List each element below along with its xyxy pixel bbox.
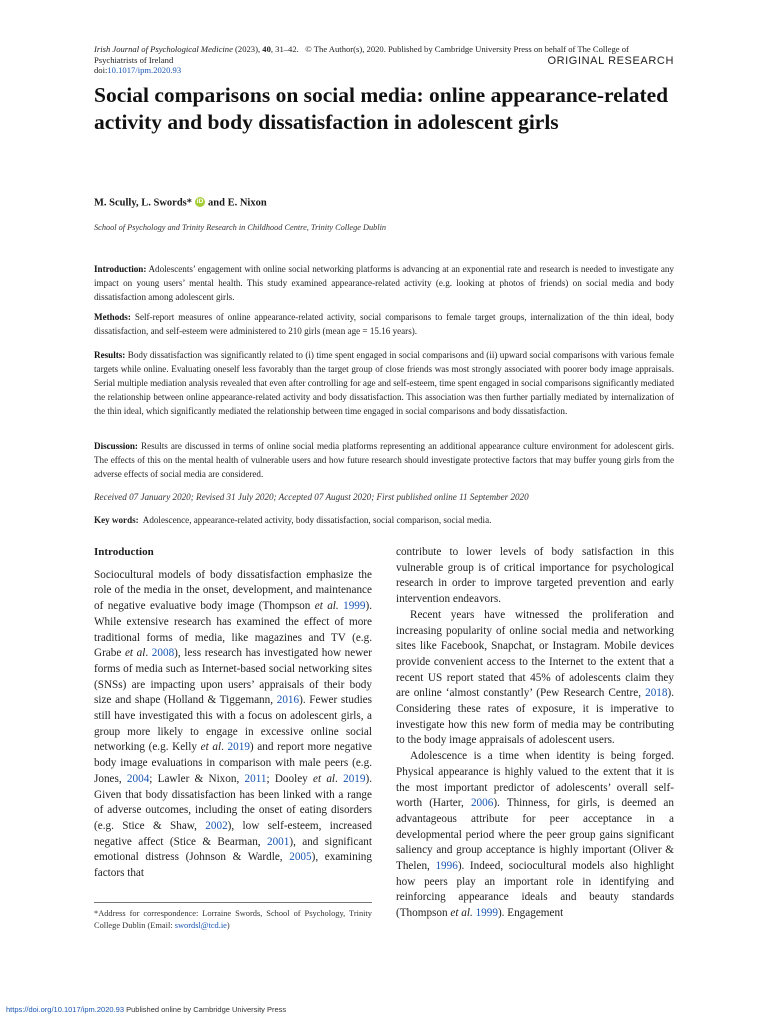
body-right-column bbox=[396, 545, 674, 922]
ref-link[interactable]: 2001 bbox=[266, 835, 290, 848]
ref-link[interactable]: 2019 bbox=[227, 741, 250, 754]
doi-line: doi:10.1017/ipm.2020.93 bbox=[94, 65, 182, 76]
article-title: Social comparisons on social media: online appearance-related activity and body dissatisfaction in adolescent girls bbox=[94, 83, 669, 134]
paragraph: Adolescence is a time when identity is being forged. Physical appearance is highly valued to the extent that it is the most important predictor of adolescents’ overall self-worth (Harter, 2006). Thinness, for girls, is deemed an advantageous attribute for peer acceptance in a developmental period where the peer group gains significant saliency and group acceptance is highly important (Oliver & Thelen, 1996). Indeed, sociocultural models also highlight how peers play an important role in identifying and reinforcing appearance ideals and beauty standards (Thompson et al. 1999). Engagement bbox=[396, 750, 675, 920]
ref-link[interactable]: 2002 bbox=[205, 819, 228, 832]
copyright-line-2: Psychiatrists of Ireland bbox=[94, 54, 174, 65]
affiliation: School of Psychology and Trinity Research in Childhood Centre, Trinity College Dublin bbox=[94, 223, 387, 232]
abstract-methods: Methods: Self-report measures of online appearance-related activity, social comparisons to female target groups, internalization of the thin ideal, body dissatisfaction, and self-esteem were administered to 210 girls (mean age = 15.16 years). bbox=[94, 312, 674, 336]
abstract-results: Results: Body dissatisfaction was significantly related to (i) time spent engaged in social comparisons and (ii) upward social comparisons with various female targets while online. Evaluating oneself less favorably than the target group of close friends was most strongly associated with poorer body image appraisals. Serial multiple mediation analysis revealed that even after controlling for age and self-esteem, time spent engaged in social comparisons significantly mediated the relationship between online appearance-related activity and body dissatisfaction. This association was then further partially mediated by internalization of the thin ideal, which significantly mediated the relationship between time engaged in social comparisons and body dissatisfaction. bbox=[94, 350, 674, 416]
ref-link[interactable]: 1999 bbox=[475, 907, 498, 920]
paragraph: Sociocultural models of body dissatisfaction emphasize the role of the media in the onset, development, and maintenance of negative evaluative body image (Thompson et al. 1999). While extensive research has examined the effect of more traditional forms of media, like magazines and TV (e.g. Grabe et al. 2008), less research has investigated how newer forms of media such as Internet-based social networking sites (SNSs) are impacting upon users’ appraisals of their body size and shape (Holland & Tiggemann, 2016). Fewer studies still have investigated this with a focus on adolescent girls, a group more likely to engage in excessive online social networking (e.g. Kelly et al. 2019) and report more negative body image evaluations in comparison with male peers (e.g. Jones, 2004; Lawler & Nixon, 2011; Dooley et al. 2019). Given that body dissatisfaction has been linked with a range of adverse outcomes, including the onset of eating disorders (e.g. Stice & Shaw, 2002), low self-esteem, increased negative affect (Stice & Bearman, 2001), and significant emotional distress (Johnson & Wardle, 2005), examining factors that bbox=[94, 568, 373, 880]
paragraph: contribute to lower levels of body satisfaction in this vulnerable group is of critical importance for psychological research in order to improve targeted prevention and early intervention endeavors. bbox=[396, 546, 674, 606]
section-heading: Introduction bbox=[94, 546, 154, 558]
keywords: Key words: Adolescence, appearance-related activity, body dissatisfaction, social comparison, social media. bbox=[94, 515, 492, 525]
email-link[interactable]: swordsl@tcd.ie bbox=[174, 921, 227, 930]
received-dates: Received 07 January 2020; Revised 31 July 2020; Accepted 07 August 2020; First published online 11 September 2020 bbox=[94, 492, 529, 502]
ref-link[interactable]: 2004 bbox=[126, 772, 150, 785]
section-label: ORIGINAL RESEARCH bbox=[547, 55, 674, 67]
copyright: © The Author(s), 2020. Published by Cambridge University Press on behalf of The College of bbox=[305, 44, 629, 54]
orcid-icon[interactable]: iD bbox=[196, 198, 204, 205]
ref-link[interactable]: 2005 bbox=[289, 851, 312, 864]
footnote-divider bbox=[94, 902, 372, 903]
correspondence-footnote: *Address for correspondence: Lorraine Swords, School of Psychology, Trinity College Dublin (Email: swordsl@tcd.ie) bbox=[94, 909, 372, 930]
page-footer: https://doi.org/10.1017/ipm.2020.93 Published online by Cambridge University Press bbox=[6, 1005, 287, 1014]
body-left-column bbox=[94, 545, 372, 882]
ref-link[interactable]: 1999 bbox=[343, 600, 366, 613]
journal-name: Irish Journal of Psychological Medicine bbox=[94, 44, 233, 54]
ref-link[interactable]: 1996 bbox=[435, 860, 458, 873]
ref-link[interactable]: 2018 bbox=[645, 687, 668, 700]
author-list: M. Scully, L. Swords* iD and E. Nixon bbox=[94, 197, 267, 209]
abstract-introduction: Introduction: Adolescents’ engagement with online social networking platforms is advancing at an exponential rate and research is needed to investigate any impact on young users’ mental health. This study examined appearance-related activity (e.g. looking at photos of friends) on social media and body dissatisfaction among adolescent girls. bbox=[94, 264, 674, 302]
ref-link[interactable]: 2011 bbox=[244, 772, 267, 785]
ref-link[interactable]: 2016 bbox=[276, 694, 300, 707]
ref-link[interactable]: 2008 bbox=[151, 647, 175, 660]
citation-line: Irish Journal of Psychological Medicine (2023), 40, 31–42. © The Author(s), 2020. Published by Cambridge University Press on behalf of The College of bbox=[94, 44, 629, 54]
paragraph: Recent years have witnessed the proliferation and increasing popularity of online social media and networking sites like Facebook, Snapchat, or Instagram. Mobile devices provide convenient access to the Internet to the extent that a recent US report stated that 45% of adolescents claim they are online ‘almost constantly’ (Pew Research Centre, 2018). Considering these rates of exposure, it is imperative to investigate how this new form of media may be contributing to the body image appraisals of adolescent users. bbox=[396, 608, 674, 747]
doi-link[interactable]: 10.1017/ipm.2020.93 bbox=[107, 65, 182, 76]
ref-link[interactable]: 2019 bbox=[343, 772, 366, 785]
abstract-discussion: Discussion: Results are discussed in terms of online social media platforms representing an additional appearance culture environment for adolescent girls. The effects of this on the mental health of vulnerable users and how future research should investigate protective factors that may buffer young girls from the adverse effects of social media are considered. bbox=[94, 441, 674, 479]
doi-footer-link[interactable]: https://doi.org/10.1017/ipm.2020.93 bbox=[6, 1005, 125, 1014]
ref-link[interactable]: 2006 bbox=[470, 797, 494, 810]
volume: 40 bbox=[262, 44, 271, 54]
